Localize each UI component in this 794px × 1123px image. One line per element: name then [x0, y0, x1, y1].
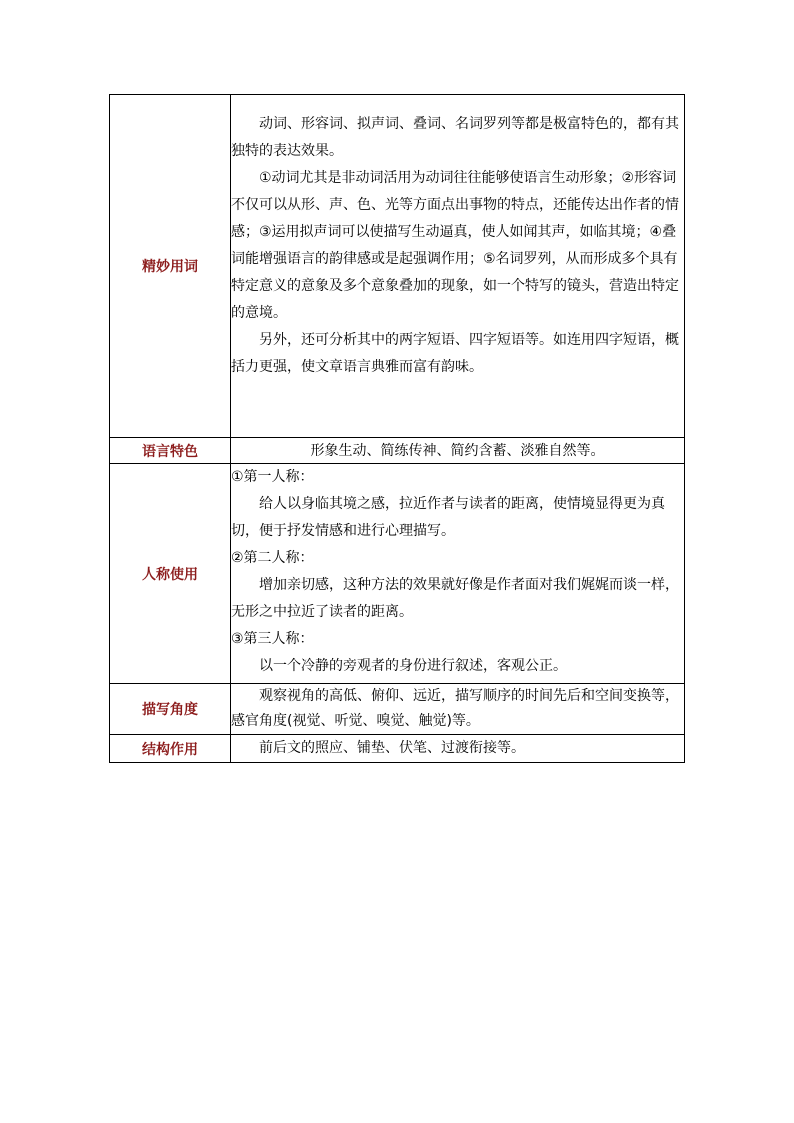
row-label: 语言特色: [110, 438, 231, 464]
table-row: [110, 438, 685, 464]
item-body: 以一个冷静的旁观者的身份进行叙述，客观公正。: [259, 658, 567, 674]
item-body: 给人以身临其境之感，拉近作者与读者的距离，使情境显得更为真切，便于抒发情感和进行心理描写。: [231, 496, 665, 539]
table-row: [110, 95, 685, 438]
item-heading: ①第一人称：: [231, 469, 314, 485]
paragraph: 另外，还可分析其中的两字短语、四字短语等。如连用四字短语，概括力更强，使文章语言典雅而富有韵味。: [231, 332, 679, 375]
table-row: [110, 464, 685, 684]
row-label: 描写角度: [110, 684, 231, 735]
paragraph: 观察视角的高低、俯仰、远近，描写顺序的时间先后和空间变换等，感官角度(视觉、听觉、嗅觉、触觉)等。: [231, 688, 679, 729]
content-table: [109, 94, 685, 763]
row-content: [231, 735, 685, 763]
table-row: [110, 735, 685, 763]
item-heading: ②第二人称：: [231, 550, 314, 566]
row-label: 结构作用: [110, 735, 231, 763]
row-content: [231, 464, 685, 684]
row-content: 形象生动、简练传神、简约含蓄、淡雅自然等。: [231, 438, 685, 464]
item-body: 增加亲切感，这种方法的效果就好像是作者面对我们娓娓而谈一样，无形之中拉近了读者的距离。: [231, 577, 679, 620]
paragraph: ①动词尤其是非动词活用为动词往往能够使语言生动形象；②形容词不仅可以从形、声、色、光等方面点出事物的特点，还能传达出作者的情感；③运用拟声词可以使描写生动逼真，使人如闻其声，如临其境；④叠词能增强语言的韵律感或是起强调作用；⑤名词罗列，从而形成多个具有特定意义的意象及多个意象叠加的现象，如一个特写的镜头，营造出特定的意境。: [231, 170, 679, 321]
row-label: 精妙用词: [110, 95, 231, 438]
paragraph: 动词、形容词、拟声词、叠词、名词罗列等都是极富特色的，都有其独特的表达效果。: [231, 116, 679, 159]
item-heading: ③第三人称：: [231, 631, 314, 647]
paragraph: 前后文的照应、铺垫、伏笔、过渡衔接等。: [259, 740, 525, 756]
row-label: 人称使用: [110, 464, 231, 684]
table-row: [110, 684, 685, 735]
row-content: [231, 684, 685, 735]
row-content: [231, 95, 685, 438]
